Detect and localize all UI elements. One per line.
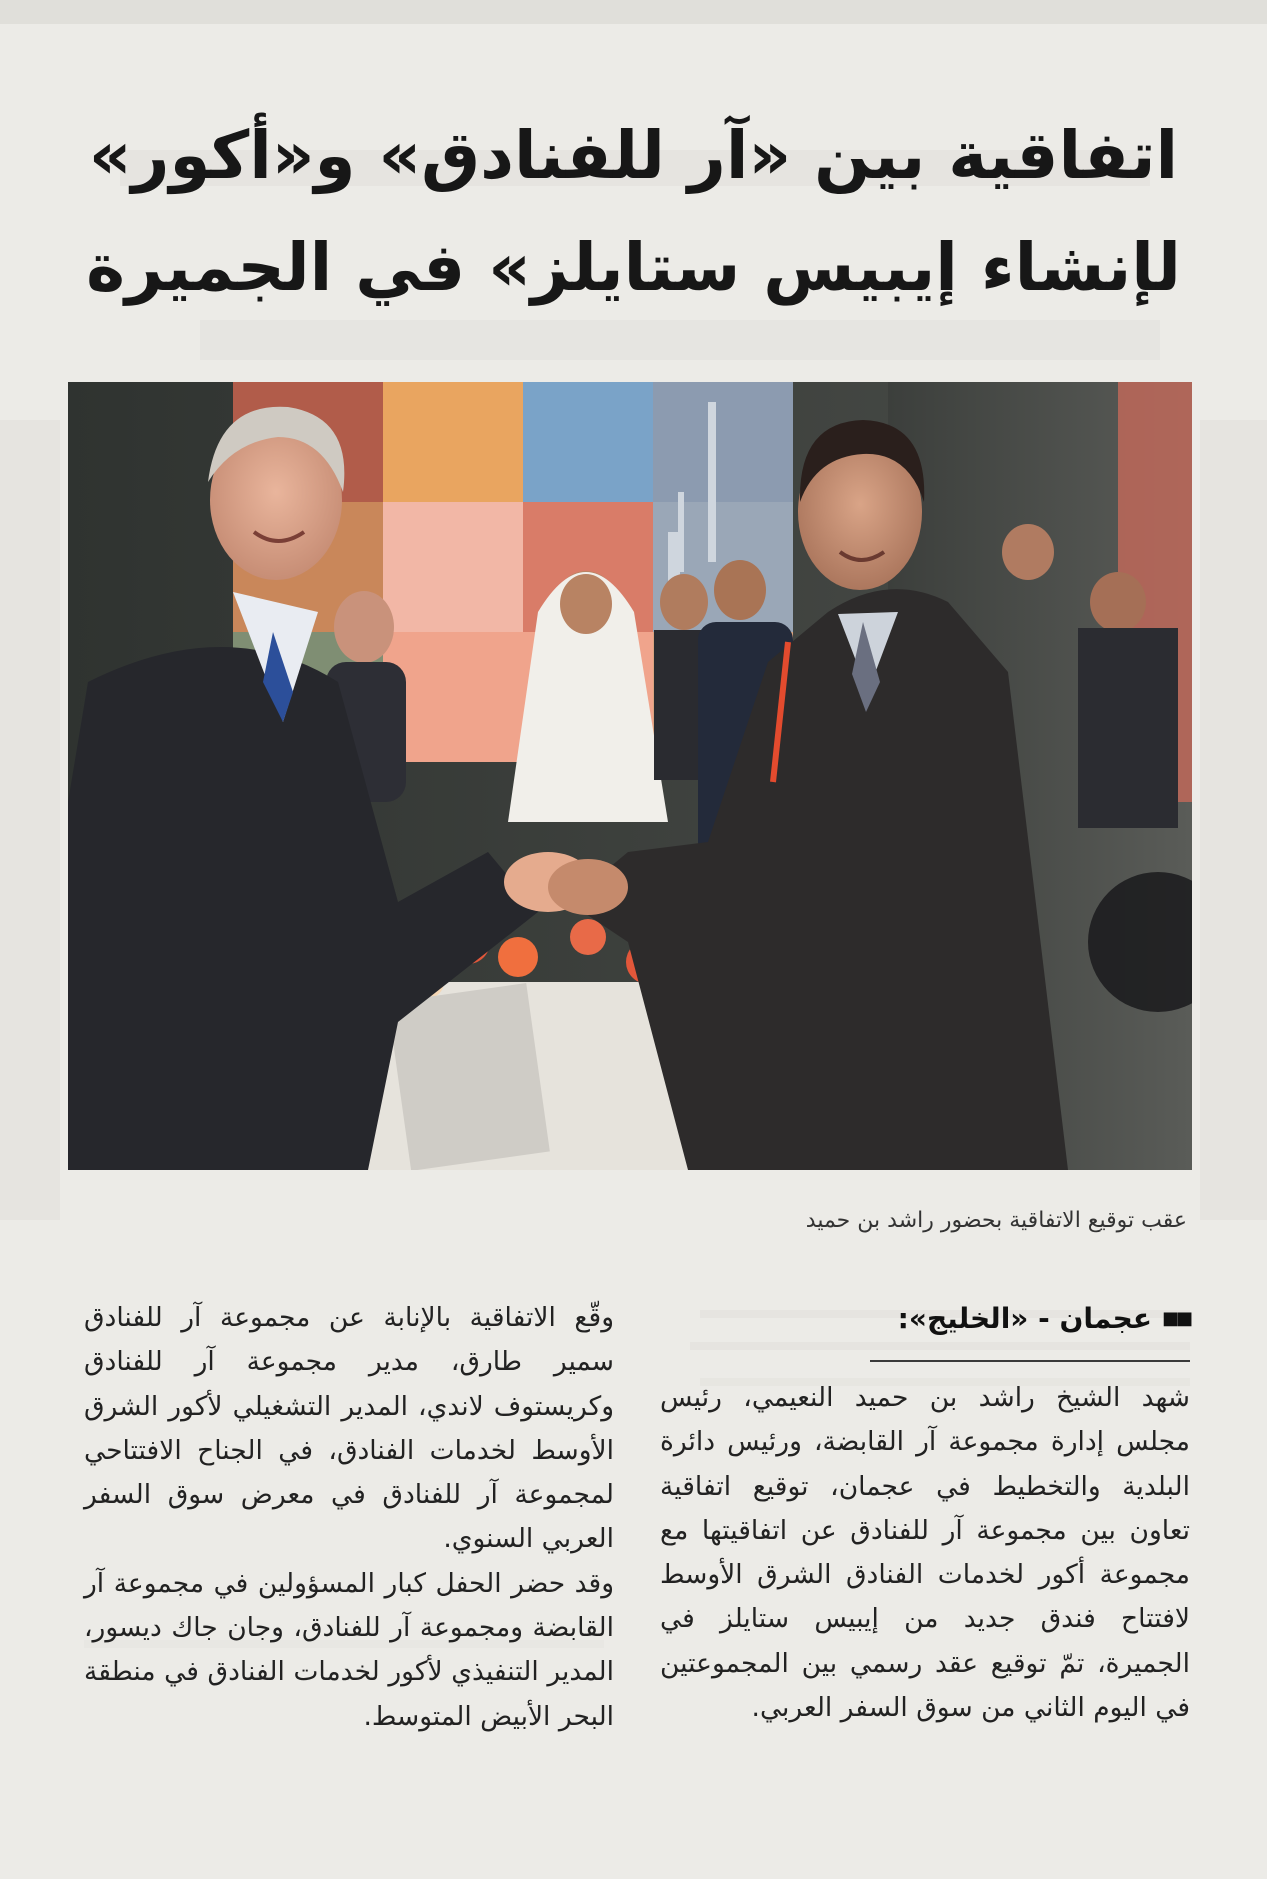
headline-line-1: اتفاقية بين «آر للفنادق» و«أكور»	[88, 117, 1179, 194]
headline	[60, 100, 1207, 324]
handshake-photo	[68, 382, 1192, 1170]
dateline	[660, 1296, 1190, 1340]
article-left-column	[84, 1296, 614, 1739]
article-paragraph-3: وقد حضر الحفل كبار المسؤولين في مجموعة آر القابضة ومجموعة آر للفنادق، وجان جاك ديسور، المدير التنفيذي لأكور لخدمات الفنادق في منطقة البحر الأبيض المتوسط.	[84, 1567, 614, 1732]
handshake-photo-illustration	[68, 382, 1192, 1170]
article-right-column	[660, 1296, 1190, 1730]
headline-line-2: لإنشاء إيبيس ستايلز» في الجميرة	[86, 229, 1181, 306]
article-paragraph-2: وقّع الاتفاقية بالإنابة عن مجموعة آر للفنادق سمير طارق، مدير مجموعة آر للفنادق وكريستوف لاندي، المدير التشغيلي لأكور الشرق الأوسط لخدمات الفنادق، في الجناح الافتتاحي لمجموعة آر للفنادق في معرض سوق السفر العربي السنوي.	[84, 1302, 614, 1555]
photo-caption: عقب توقيع الاتفاقية بحضور راشد بن حميد	[805, 1208, 1187, 1233]
dateline-text: عجمان - «الخليج»:	[897, 1301, 1152, 1335]
article-paragraph-1: شهد الشيخ راشد بن حميد النعيمي، رئيس مجلس إدارة مجموعة آر القابضة، ورئيس دائرة البلدية والتخطيط في عجمان، توقيع اتفاقية تعاون بين مجموعة آر للفنادق عن اتفاقيتها مع مجموعة أكور لخدمات الفنادق الشرق الأوسط لافتتاح فندق جديد من إيبيس ستايلز في الجميرة، تمّ توقيع عقد رسمي بين المجموعتين في اليوم الثاني من سوق السفر العربي.	[660, 1382, 1190, 1724]
dateline-marker-icon: ■■	[1161, 1307, 1190, 1329]
dateline-rule	[870, 1360, 1190, 1362]
